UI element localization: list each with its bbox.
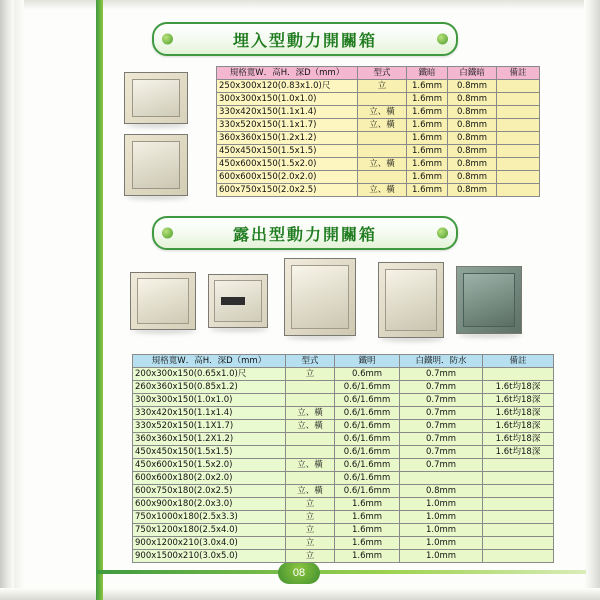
table-row: 750x1000x180(2.5x3.3) 立 1.6mm 1.0mm <box>133 511 554 524</box>
col-iron: 鐵明 <box>335 355 400 368</box>
flush-box-door-photo <box>124 134 188 196</box>
table-header-row <box>217 67 540 80</box>
table-row: 900x1500x210(3.0x5.0) 立 1.6mm 1.0mm <box>133 550 554 563</box>
green-vertical-bar <box>96 0 103 600</box>
surface-box-green-photo <box>456 266 522 334</box>
table-row: 330x520x150(1.1x1.7) 立、橫 1.6mm 0.8mm <box>217 119 540 132</box>
col-stainless: 白鐵暗 <box>448 67 497 80</box>
page-number: 08 <box>278 562 320 584</box>
page-edge-left-inner <box>14 0 24 600</box>
page-edge-top <box>0 0 600 10</box>
meter-slot <box>221 297 245 305</box>
surface-box-large-photo <box>378 262 444 338</box>
section-title-text: 埋入型動力開關箱 <box>232 30 377 50</box>
col-iron: 鐵暗 <box>407 67 448 80</box>
table-row: 360x360x150(1.2x1.2) 1.6mm 0.8mm <box>217 132 540 145</box>
page-edge-right <box>584 0 600 600</box>
col-spec: 規格寬W．高H．深D（mm） <box>217 67 358 80</box>
section-title-surface-mount <box>152 216 458 250</box>
bottom-green-rule <box>96 570 586 574</box>
bullet-dot-left-icon <box>162 228 173 239</box>
page-edge-bottom <box>0 588 600 600</box>
table-row: 250x300x120(0.83x1.0)尺 立 1.6mm 0.8mm <box>217 80 540 93</box>
bullet-dot-left-icon <box>162 34 173 45</box>
spec-table-surface-mount <box>132 354 554 563</box>
table-row: 900x1200x210(3.0x4.0) 立 1.6mm 1.0mm <box>133 537 554 550</box>
spec-table-flush-mount <box>216 66 540 197</box>
table-row: 450x450x150(1.5x1.5) 1.6mm 0.8mm <box>217 145 540 158</box>
surface-box-beige-photo <box>130 272 196 330</box>
col-remark: 備註 <box>483 355 554 368</box>
table-row: 260x360x150(0.85x1.2) 0.6/1.6mm 0.7mm 1.6t均18深 <box>133 381 554 394</box>
table-header-row <box>133 355 554 368</box>
table-row: 600x750x180(2.0x2.5) 立、橫 0.6/1.6mm 0.8mm <box>133 485 554 498</box>
surface-box-tall-photo <box>284 258 356 336</box>
surface-box-slot-photo <box>208 274 268 328</box>
table-row: 330x420x150(1.1x1.4) 立、橫 0.6/1.6mm 0.7mm 1.6t均18深 <box>133 407 554 420</box>
table-row: 300x300x150(1.0x1.0) 0.6/1.6mm 0.7mm 1.6t均18深 <box>133 394 554 407</box>
table-row: 330x520x150(1.1X1.7) 立、橫 0.6/1.6mm 0.7mm 1.6t均18深 <box>133 420 554 433</box>
table-row: 600x600x180(2.0x2.0) 0.6/1.6mm <box>133 472 554 485</box>
table-row: 360x360x150(1.2X1.2) 0.6/1.6mm 0.7mm 1.6t均18深 <box>133 433 554 446</box>
table-row: 750x1200x180(2.5x4.0) 立 1.6mm 1.0mm <box>133 524 554 537</box>
table-row: 200x300x150(0.65x1.0)尺 立 0.6mm 0.7mm <box>133 368 554 381</box>
col-spec: 規格寬W．高H．深D（mm） <box>133 355 286 368</box>
flush-box-window-photo <box>124 72 188 124</box>
table-row: 450x450x150(1.5x1.5) 0.6/1.6mm 0.7mm 1.6t均18深 <box>133 446 554 459</box>
table-row: 450x600x150(1.5x2.0) 立、橫 1.6mm 0.8mm <box>217 158 540 171</box>
page-edge-left <box>0 0 14 600</box>
table-row: 450x600x150(1.5x2.0) 立、橫 0.6/1.6mm 0.7mm <box>133 459 554 472</box>
section-title-flush-mount <box>152 22 458 56</box>
section-title-text: 露出型動力開關箱 <box>232 224 377 244</box>
table-row: 330x420x150(1.1x1.4) 立、橫 1.6mm 0.8mm <box>217 106 540 119</box>
bullet-dot-right-icon <box>437 34 448 45</box>
bullet-dot-right-icon <box>437 228 448 239</box>
table-row: 300x300x150(1.0x1.0) 1.6mm 0.8mm <box>217 93 540 106</box>
col-type: 型式 <box>286 355 335 368</box>
table-row: 600x750x150(2.0x2.5) 立、橫 1.6mm 0.8mm <box>217 184 540 197</box>
table-row: 600x900x180(2.0x3.0) 立 1.6mm 1.0mm <box>133 498 554 511</box>
table-row: 600x600x150(2.0x2.0) 1.6mm 0.8mm <box>217 171 540 184</box>
col-stainless: 白鐵明．防水 <box>400 355 483 368</box>
col-type: 型式 <box>358 67 407 80</box>
col-remark: 備註 <box>497 67 540 80</box>
